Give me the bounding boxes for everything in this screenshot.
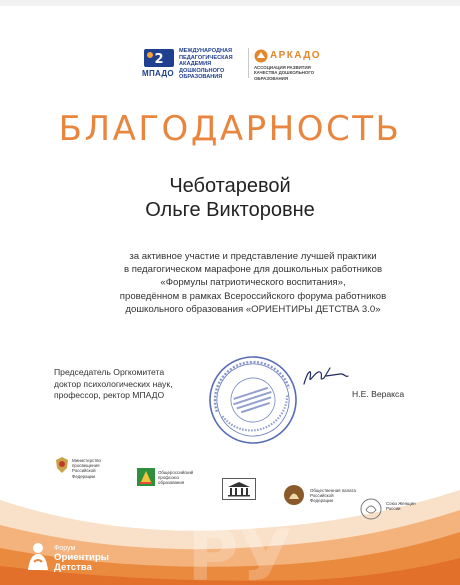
signatory-title-line-2: доктор психологических наук, <box>54 378 173 389</box>
body-line-5: дошкольного образования «ОРИЕНТИРЫ ДЕТСТВА 3.0» <box>125 303 381 315</box>
handwritten-signature <box>300 364 352 388</box>
body-line-4: проведённом в рамках Всероссийского форума работников <box>119 290 387 302</box>
signatory-title-line-3: профессор, ректор МПАДО <box>54 390 165 400</box>
partner-public-chamber: Общественная палата Российской Федерации <box>310 488 356 504</box>
header-logos <box>0 47 460 81</box>
coat-of-arms-icon <box>54 456 70 474</box>
womens-union-emblem-icon <box>360 498 382 520</box>
official-stamp <box>207 354 299 446</box>
recipient-given-names: Ольге Викторовне <box>145 199 315 221</box>
body-line-3: «Формулы патриотического воспитания», <box>160 277 346 289</box>
body-line-2: в педагогическом марафоне для дошкольных работников <box>123 264 383 276</box>
forum-name: Ориентиры Детства <box>54 552 110 573</box>
document-title: БЛАГОДАРНОСТЬ <box>58 109 402 149</box>
arkado-emblem-icon <box>254 49 268 63</box>
recipient-name <box>0 174 460 222</box>
forum-label: Форум <box>54 545 76 552</box>
arkado-name: АРКАДО <box>270 50 321 61</box>
signatory-name: Н.Е. Веракса <box>352 389 405 399</box>
arkado-full-name: АССОЦИАЦИЯ РАЗВИТИЯ КАЧЕСТВА ДОШКОЛЬНОГО ОБРАЗОВАНИЯ <box>254 65 315 81</box>
partner-union: Общероссийский профсоюз образования <box>158 470 194 486</box>
partner-ministry: Министерство просвещения Российской Федерации <box>72 458 101 479</box>
mpado-full-name: МЕЖДУНАРОДНАЯ ПЕДАГОГИЧЕСКАЯ АКАДЕМИЯ ДОШКОЛЬНОГО ОБРАЗОВАНИЯ <box>179 48 233 81</box>
logo-divider <box>248 48 249 78</box>
government-building-icon <box>222 478 256 500</box>
forum-logo <box>26 538 136 578</box>
signatory-title-line-1: Председатель Оргкомитета <box>54 367 165 377</box>
mpado-logo <box>142 47 176 77</box>
recipient-surname: Чеботаревой <box>169 175 291 197</box>
svg-text:PУ: PУ <box>187 515 293 585</box>
union-logo-icon <box>137 468 155 486</box>
mpado-emblem-icon <box>142 47 176 69</box>
svg-text:2: 2 <box>154 52 164 67</box>
body-line-1: за активное участие и представление лучшей практики <box>129 251 377 262</box>
signatory-title <box>54 367 204 402</box>
partner-womens-union: Союз Женщин России <box>386 501 416 512</box>
top-border <box>0 0 460 6</box>
forum-child-icon <box>26 542 50 572</box>
body-text <box>0 250 460 316</box>
partner-logos <box>0 448 460 518</box>
mpado-abbr: МПАДО <box>142 69 174 78</box>
public-chamber-emblem-icon <box>283 484 305 506</box>
